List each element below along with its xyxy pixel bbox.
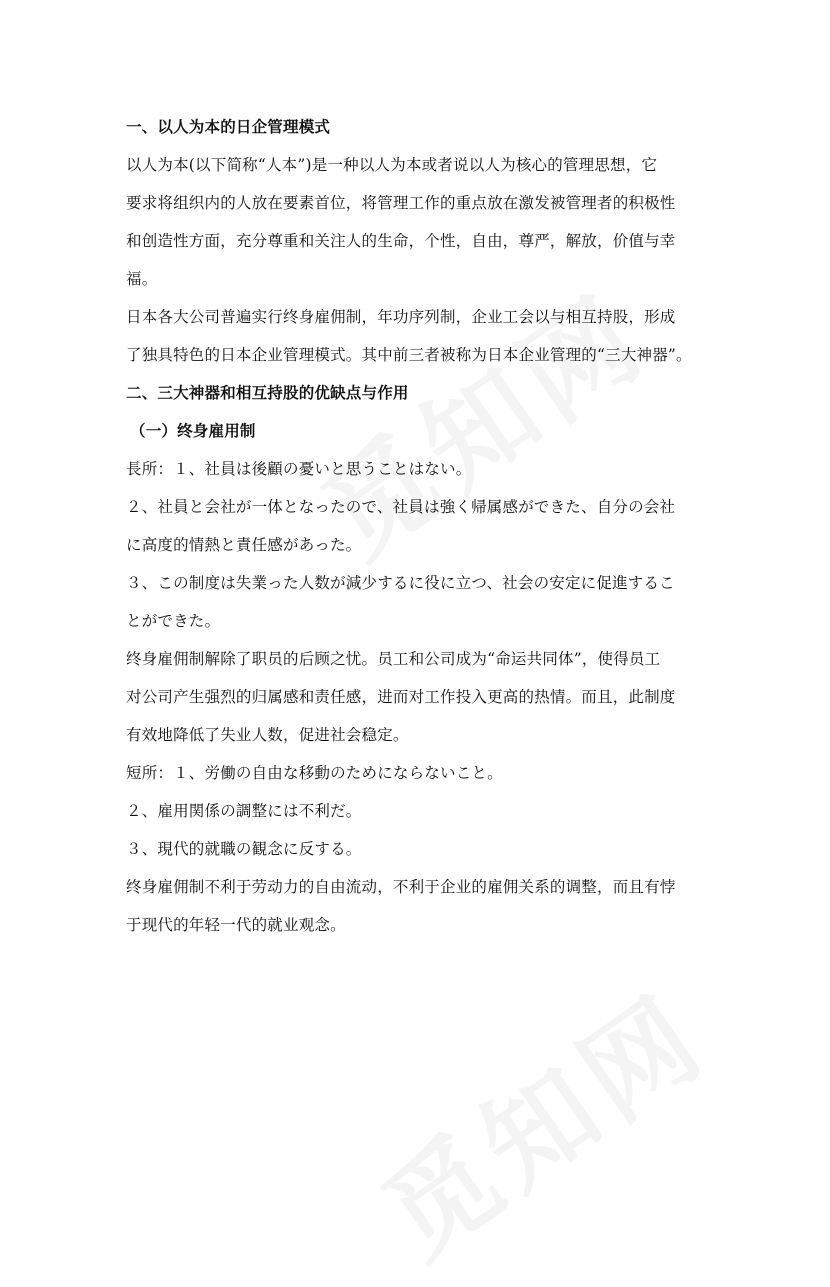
watermark <box>347 951 733 1287</box>
paragraph-line: 了独具特色的日本企业管理模式。其中前三者被称为日本企业管理的“三大神器”。 <box>126 346 692 364</box>
paragraph-line: 要求将组织内的人放在要素首位，将管理工作的重点放在激发被管理者的积极性 <box>126 194 676 212</box>
paragraph-line: 终身雇佣制解除了职员的后顾之忧。员工和公司成为“命运共同体”，使得员工 <box>126 650 661 668</box>
paragraph-line: ２、社員と会社が一体となったので、社員は強く帰属感ができた、自分の会社 <box>126 498 676 516</box>
paragraph-line: とができた。 <box>126 612 221 630</box>
paragraph-line: ２、雇用関係の調整には不利だ。 <box>126 802 362 820</box>
section-heading-2: 二、三大神器和相互持股的优缺点与作用 <box>126 383 409 402</box>
paragraph-line: 日本各大公司普遍实行终身雇佣制，年功序列制，企业工会以与相互持股，形成 <box>126 308 676 326</box>
paragraph-line: 以人为本(以下简称“人本”)是一种以人为本或者说以人为核心的管理思想，它 <box>126 156 658 174</box>
paragraph-line: 和创造性方面，充分尊重和关注人的生命，个性，自由，尊严，解放，价值与幸 <box>126 232 676 250</box>
paragraph-line: 终身雇佣制不利于劳动力的自由流动，不利于企业的雇佣关系的调整，而且有悖 <box>126 878 676 896</box>
paragraph-line: 福。 <box>126 270 158 288</box>
paragraph-line: ３、現代的就職の観念に反する。 <box>126 840 362 858</box>
paragraph-line: に高度的情熱と責任感があった。 <box>126 536 362 554</box>
paragraph-line: 短所：１、労働の自由な移動のためにならないこと。 <box>126 764 503 782</box>
paragraph-line: ３、この制度は失業った人数が減少するに役に立つ、社会の安定に促進するこ <box>126 574 675 592</box>
paragraph-line: 有效地降低了失业人数，促进社会稳定。 <box>126 726 409 744</box>
section-heading-1: 一、以人为本的日企管理模式 <box>126 117 331 136</box>
paragraph-line: 長所：１、社員は後顧の憂いと思うことはない。 <box>126 460 472 478</box>
subsection-heading: （一）终身雇用制 <box>130 421 256 440</box>
paragraph-line: 对公司产生强烈的归属感和责任感，进而对工作投入更高的热情。而且，此制度 <box>126 688 676 706</box>
paragraph-line: 于现代的年轻一代的就业观念。 <box>126 916 346 934</box>
document-body <box>126 108 726 944</box>
